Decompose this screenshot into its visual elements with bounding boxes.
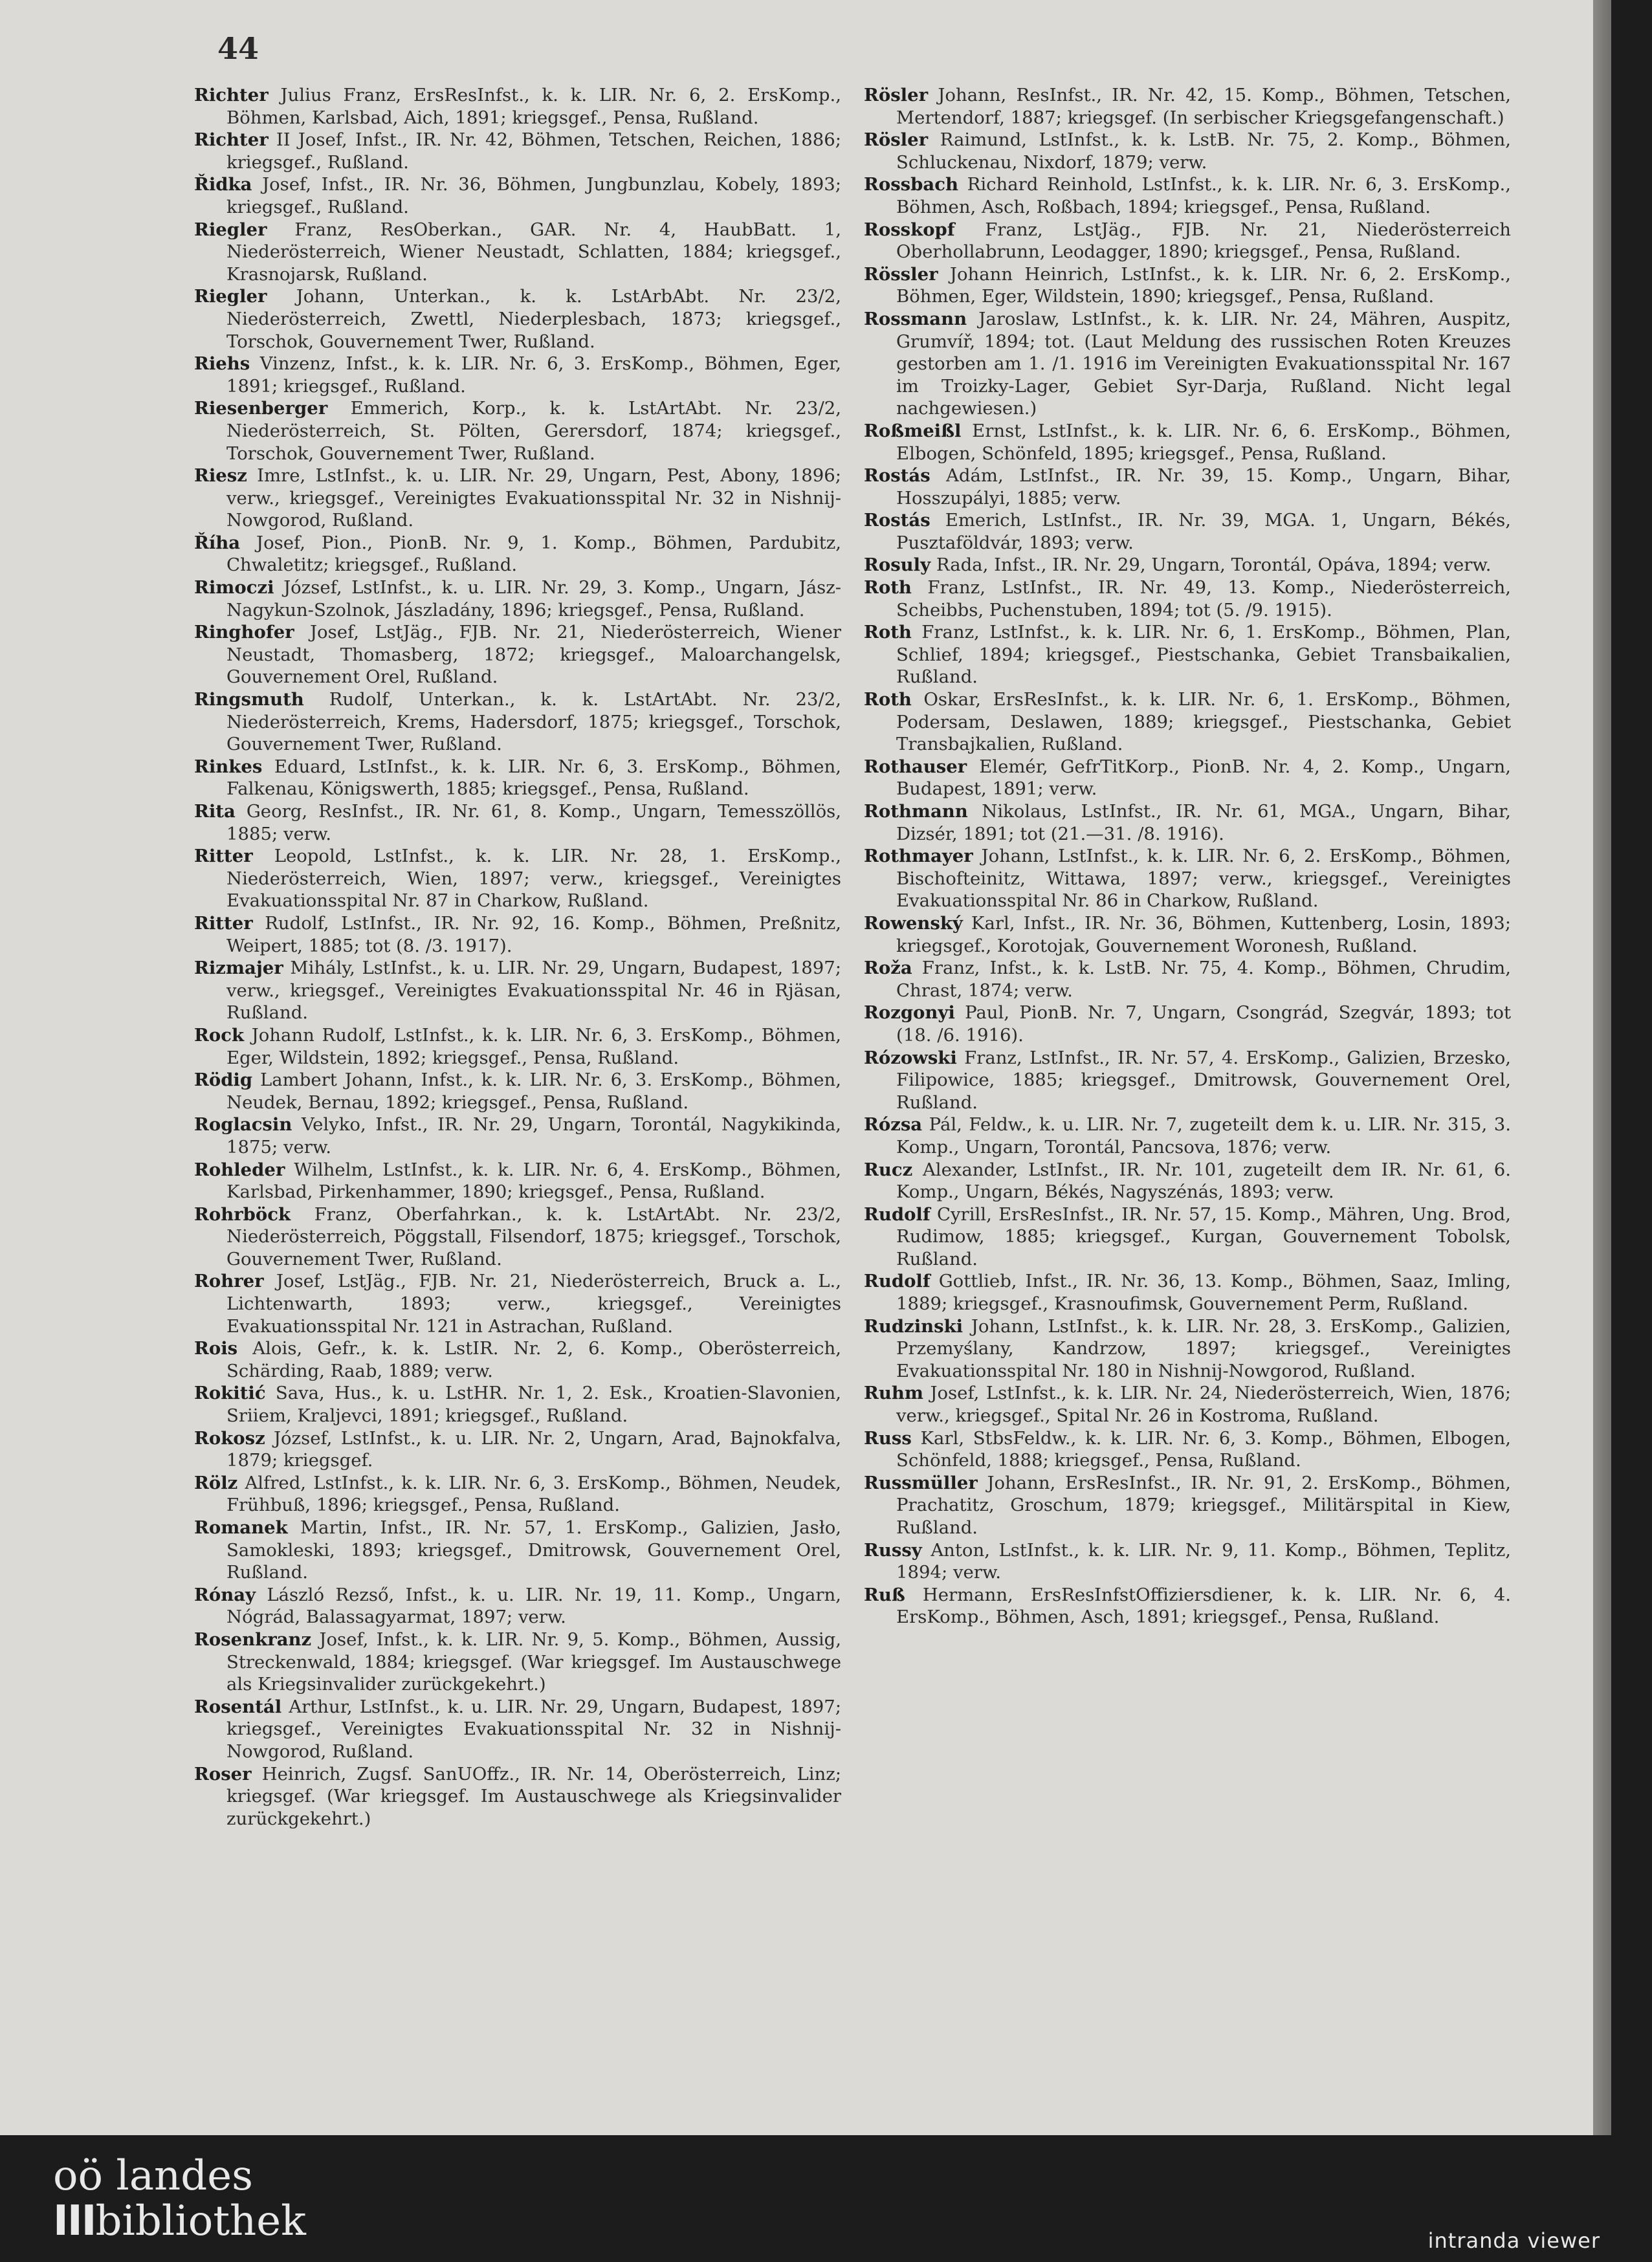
- register-entry: [864, 1270, 1511, 1315]
- register-entry: [864, 1114, 1511, 1158]
- entry-details: Josef, LstInfst., k. k. LIR. Nr. 24, Niederösterreich, Wien, 1876; verw., kriegsgef., Spital Nr. 26 in Kostroma, Rußland.: [896, 1383, 1511, 1427]
- entry-details: Franz, LstInfst., IR. Nr. 49, 13. Komp., Niederösterreich, Scheibbs, Puchenstuben, 1894; tot (5. /9. 1915).: [896, 577, 1511, 620]
- entry-surname: Roser: [194, 1763, 252, 1784]
- register-entry: [864, 1315, 1511, 1383]
- entry-surname: Rostás: [864, 510, 931, 531]
- register-entry: [194, 397, 841, 465]
- entry-details: Cyrill, ErsResInfst., IR. Nr. 57, 15. Komp., Mähren, Ung. Brod, Rudimow, 1885; kriegsgef., Kurgan, Gouvernement Tobolsk, Rußland.: [896, 1203, 1511, 1269]
- register-entry: [194, 957, 841, 1024]
- entry-surname: Rohleder: [194, 1159, 285, 1180]
- entry-surname: Rois: [194, 1338, 238, 1359]
- entry-surname: Rosuly: [864, 555, 931, 576]
- register-entry: [864, 1584, 1511, 1629]
- entry-surname: Rosentál: [194, 1696, 282, 1717]
- entry-surname: Rokosz: [194, 1427, 265, 1449]
- entry-details: Jaroslaw, LstInfst., k. k. LIR. Nr. 24, Mähren, Auspitz, Grumvíř, 1894; tot. (Laut Meldung des russischen Roten Kreuzes gestorben am 1. /1. 1916 im Vereinigten Evakuationsspital Nr. 167 im Troizky-Lager, Gebiet Syr-Darja, Rußland. Nicht legal nachgewiesen.): [896, 308, 1511, 419]
- entry-details: Imre, LstInfst., k. u. LIR. Nr. 29, Ungarn, Pest, Abony, 1896; verw., kriegsgef., Vereinigtes Evakuationsspital Nr. 32 in Nishnij-Nowgorod, Rußland.: [226, 465, 841, 531]
- entry-surname: Ruhm: [864, 1383, 923, 1404]
- entry-surname: Rohrböck: [194, 1203, 291, 1225]
- register-entry: [864, 845, 1511, 912]
- register-entry: [194, 1270, 841, 1337]
- register-entry: [194, 1069, 841, 1114]
- entry-surname: Riesenberger: [194, 398, 328, 419]
- register-entry: [194, 688, 841, 756]
- entry-details: Julius Franz, ErsResInfst., k. k. LIR. Nr. 6, 2. ErsKomp., Böhmen, Karlsbad, Aich, 1891; kriegsgef., Pensa, Rußland.: [226, 85, 841, 128]
- register-entry: [194, 532, 841, 576]
- entry-details: Emmerich, Korp., k. k. LstArtAbt. Nr. 23/2, Niederösterreich, St. Pölten, Gerersdorf, 1874; kriegsgef., Torschok, Gouvernement Twer, Rußland.: [226, 398, 841, 464]
- register-entry: [194, 1629, 841, 1696]
- register-entry: [194, 1472, 841, 1517]
- entry-surname: Roth: [864, 689, 912, 710]
- entry-details: Franz, Infst., k. k. LstB. Nr. 75, 4. Komp., Böhmen, Chrudim, Chrast, 1874; verw.: [896, 958, 1511, 1001]
- register-entry: [864, 420, 1511, 465]
- register-entry: [864, 509, 1511, 554]
- register-entry: [194, 1517, 841, 1584]
- entry-details: Paul, PionB. Nr. 7, Ungarn, Csongrád, Szegvár, 1893; tot (18. /6. 1916).: [896, 1002, 1511, 1046]
- entry-surname: Rózowski: [864, 1047, 957, 1068]
- register-entry: [194, 353, 841, 397]
- entry-surname: Rudolf: [864, 1271, 931, 1292]
- entry-details: Hermann, ErsResInfstOffiziersdiener, k. k. LIR. Nr. 6, 4. ErsKomp., Böhmen, Asch, 1891; kriegsgef., Pensa, Rußland.: [896, 1584, 1511, 1628]
- entry-details: Franz, LstJäg., FJB. Nr. 21, Niederösterreich Oberhollabrunn, Leodagger, 1890; kriegsgef., Pensa, Rußland.: [896, 219, 1511, 263]
- register-entry: [194, 800, 841, 845]
- entry-details: László Rezső, Infst., k. u. LIR. Nr. 19, 11. Komp., Ungarn, Nógrád, Balassagyarmat, 1897; verw.: [226, 1584, 841, 1628]
- register-entry: [194, 129, 841, 173]
- entry-details: Franz, ResOberkan., GAR. Nr. 4, HaubBatt. 1, Niederösterreich, Wiener Neustadt, Schlatten, 1884; kriegsgef., Krasnojarsk, Rußland.: [226, 219, 841, 285]
- entry-details: Sava, Hus., k. u. LstHR. Nr. 1, 2. Esk., Kroatien-Slavonien, Sriiem, Kraljevci, 1891; kriegsgef., Rußland.: [226, 1383, 841, 1427]
- entry-surname: Rossbach: [864, 174, 958, 195]
- entry-surname: Rita: [194, 801, 236, 822]
- entry-details: Johann, ErsResInfst., IR. Nr. 91, 2. ErsKomp., Böhmen, Prachatitz, Groschum, 1879; kriegsgef., Militärspital in Kiew, Rußland.: [896, 1472, 1511, 1538]
- entry-details: Johann, ResInfst., IR. Nr. 42, 15. Komp., Böhmen, Tetschen, Mertendorf, 1887; kriegsgef. (In serbischer Kriegsgefangenschaft.): [896, 85, 1511, 128]
- register-entry: [864, 1002, 1511, 1046]
- register-entry: [864, 957, 1511, 1002]
- register-entry: [864, 756, 1511, 800]
- register-entry: [864, 621, 1511, 688]
- logo-line-1: oö landes: [53, 2152, 253, 2200]
- entry-surname: Rinkes: [194, 756, 263, 777]
- entry-details: Anton, LstInfst., k. k. LIR. Nr. 9, 11. Komp., Böhmen, Teplitz, 1894; verw.: [896, 1539, 1511, 1583]
- register-entry: [194, 912, 841, 957]
- register-entry: [194, 1382, 841, 1427]
- entry-details: Josef, Infst., k. k. LIR. Nr. 9, 5. Komp., Böhmen, Aussig, Streckenwald, 1884; kriegsgef. (War kriegsgef. Im Austauschwege als Kriegsinvalider zurückgekehrt.): [226, 1629, 841, 1695]
- register-entry: [194, 1159, 841, 1203]
- entry-surname: Řidka: [194, 174, 252, 195]
- entry-details: Alfred, LstInfst., k. k. LIR. Nr. 6, 3. ErsKomp., Böhmen, Neudek, Frühbuß, 1896; kriegsgef., Pensa, Rußland.: [226, 1472, 841, 1516]
- entry-details: Richard Reinhold, LstInfst., k. k. LIR. Nr. 6, 3. ErsKomp., Böhmen, Asch, Roßbach, 1894; kriegsgef., Pensa, Rußland.: [896, 174, 1511, 217]
- register-entry: [864, 308, 1511, 420]
- register-entry: [864, 1472, 1511, 1539]
- entry-details: József, LstInfst., k. u. LIR. Nr. 29, 3. Komp., Ungarn, Jász-Nagykun-Szolnok, Jászladány, 1896; kriegsgef., Pensa, Rußland.: [226, 577, 841, 620]
- entry-surname: Rowenský: [864, 912, 963, 934]
- entry-details: Johann, LstInfst., k. k. LIR. Nr. 6, 2. ErsKomp., Böhmen, Bischofteinitz, Wittawa, 1897; verw., kriegsgef., Vereinigtes Evakuationsspital Nr. 86 in Charkow, Rußland.: [896, 846, 1511, 912]
- entry-details: Adám, LstInfst., IR. Nr. 39, 15. Komp., Ungarn, Bihar, Hosszupályi, 1885; verw.: [896, 465, 1511, 509]
- entry-surname: Rölz: [194, 1472, 238, 1493]
- register-entry: [194, 1763, 841, 1830]
- register-entry: [194, 845, 841, 912]
- entry-details: Georg, ResInfst., IR. Nr. 61, 8. Komp., Ungarn, Temesszöllös, 1885; verw.: [226, 801, 841, 844]
- entry-details: Rudolf, LstInfst., IR. Nr. 92, 16. Komp., Böhmen, Preßnitz, Weipert, 1885; tot (8. /3. 1917).: [226, 912, 841, 956]
- entry-details: Johann Rudolf, LstInfst., k. k. LIR. Nr. 6, 3. ErsKomp., Böhmen, Eger, Wildstein, 1892; kriegsgef., Pensa, Rußland.: [226, 1024, 841, 1068]
- register-entry: [194, 219, 841, 286]
- logo-line-2: bibliothek: [95, 2197, 306, 2245]
- entry-surname: Rostás: [864, 465, 931, 487]
- entry-surname: Rösler: [864, 129, 929, 151]
- register-entry: [864, 1047, 1511, 1114]
- entry-details: Franz, Oberfahrkan., k. k. LstArtAbt. Nr. 23/2, Niederösterreich, Pöggstall, Filsendorf, 1875; kriegsgef., Torschok, Gouvernement Twer, Rußland.: [226, 1203, 841, 1269]
- register-entry: [864, 129, 1511, 173]
- entry-details: Alexander, LstInfst., IR. Nr. 101, zugeteilt dem IR. Nr. 61, 6. Komp., Ungarn, Békés, Nagyszénás, 1893; verw.: [896, 1159, 1511, 1203]
- entry-surname: Roža: [864, 958, 912, 979]
- entry-details: Karl, StbsFeldw., k. k. LIR. Nr. 6, 3. Komp., Böhmen, Elbogen, Schönfeld, 1888; kriegsgef., Pensa, Rußland.: [896, 1427, 1511, 1471]
- entry-surname: Ritter: [194, 846, 253, 867]
- entry-details: Johann, Unterkan., k. k. LstArbAbt. Nr. 23/2, Niederösterreich, Zwettl, Niederplesbach, 1873; kriegsgef., Torschok, Gouvernement Twer, Rußland.: [226, 286, 841, 352]
- entry-details: Oskar, ErsResInfst., k. k. LIR. Nr. 6, 1. ErsKomp., Böhmen, Podersam, Deslawen, 1889; kriegsgef., Piestschanka, Gebiet Transbajkalien, Rußland.: [896, 689, 1511, 755]
- entry-surname: Rock: [194, 1024, 244, 1046]
- entry-details: Johann, LstInfst., k. k. LIR. Nr. 28, 3. ErsKomp., Galizien, Przemyślany, Kandrzow, 1897; kriegsgef., Vereinigtes Evakuationsspital Nr. 180 in Nishnij-Nowgorod, Rußland.: [896, 1315, 1511, 1381]
- left-column: [194, 84, 841, 1830]
- page-edge-shadow: [1593, 0, 1611, 2135]
- entry-surname: Rödig: [194, 1070, 253, 1091]
- entry-details: Nikolaus, LstInfst., IR. Nr. 61, MGA., Ungarn, Bihar, Dizsér, 1891; tot (21.—31. /8. 1916).: [896, 801, 1511, 844]
- entry-surname: Rizmajer: [194, 958, 283, 979]
- register-entry: [864, 173, 1511, 218]
- library-logo[interactable]: [53, 2153, 306, 2244]
- entry-surname: Rosenkranz: [194, 1629, 312, 1650]
- right-column: [864, 84, 1511, 1629]
- entry-details: Gottlieb, Infst., IR. Nr. 36, 13. Komp., Böhmen, Saaz, Imling, 1889; kriegsgef., Krasnoufimsk, Gouvernement Perm, Rußland.: [896, 1271, 1511, 1315]
- entry-details: Martin, Infst., IR. Nr. 57, 1. ErsKomp., Galizien, Jasło, Samokleski, 1893; kriegsgef., Dmitrowsk, Gouvernement Orel, Rußland.: [226, 1517, 841, 1583]
- register-entry: [194, 621, 841, 688]
- entry-surname: Riesz: [194, 465, 247, 487]
- entry-details: Josef, LstJäg., FJB. Nr. 21, Niederösterreich, Bruck a. L., Lichtenwarth, 1893; verw., kriegsgef., Vereinigtes Evakuationsspital Nr. 121 in Astrachan, Rußland.: [226, 1271, 841, 1337]
- register-entry: [864, 465, 1511, 509]
- entry-details: Arthur, LstInfst., k. u. LIR. Nr. 29, Ungarn, Budapest, 1897; kriegsgef., Vereinigtes Evakuationsspital Nr. 32 in Nishnij-Nowgorod, Rußland.: [226, 1696, 841, 1762]
- entry-surname: Ruß: [864, 1584, 905, 1605]
- entry-surname: Rimoczi: [194, 577, 274, 598]
- register-entry: [864, 84, 1511, 129]
- entry-details: Franz, LstInfst., IR. Nr. 57, 4. ErsKomp., Galizien, Brzesko, Filipowice, 1885; kriegsgef., Dmitrowsk, Gouvernement Orel, Rußland.: [896, 1047, 1511, 1113]
- register-entry: [864, 576, 1511, 621]
- entry-surname: Roßmeißl: [864, 420, 962, 441]
- register-entry: [864, 688, 1511, 756]
- entry-surname: Richter: [194, 129, 269, 151]
- entry-surname: Rónay: [194, 1584, 256, 1605]
- register-entry: [864, 1539, 1511, 1584]
- entry-details: Josef, Pion., PionB. Nr. 9, 1. Komp., Böhmen, Pardubitz, Chwaletitz; kriegsgef., Rußland.: [226, 532, 841, 576]
- entry-surname: Rothauser: [864, 756, 967, 777]
- entry-details: Velyko, Infst., IR. Nr. 29, Ungarn, Torontál, Nagykikinda, 1875; verw.: [226, 1114, 841, 1158]
- entry-surname: Roth: [864, 577, 912, 598]
- entry-details: Josef, Infst., IR. Nr. 36, Böhmen, Jungbunzlau, Kobely, 1893; kriegsgef., Rußland.: [226, 174, 841, 217]
- entry-surname: Rosskopf: [864, 219, 955, 240]
- entry-surname: Rudzinski: [864, 1315, 964, 1337]
- entry-surname: Rösler: [864, 85, 929, 105]
- entry-details: Emerich, LstInfst., IR. Nr. 39, MGA. 1, Ungarn, Békés, Pusztaföldvár, 1893; verw.: [896, 510, 1511, 553]
- entry-surname: Richter: [194, 85, 269, 105]
- register-entry: [194, 84, 841, 129]
- register-entry: [864, 1427, 1511, 1472]
- entry-surname: Riegler: [194, 286, 267, 307]
- register-entry: [194, 756, 841, 800]
- register-entry: [864, 1203, 1511, 1271]
- register-entry: [194, 1024, 841, 1069]
- entry-details: Pál, Feldw., k. u. LIR. Nr. 7, zugeteilt dem k. u. LIR. Nr. 315, 3. Komp., Ungarn, Torontál, Pancsova, 1876; verw.: [896, 1114, 1511, 1158]
- entry-surname: Russy: [864, 1539, 922, 1561]
- register-entry: [194, 1584, 841, 1629]
- entry-details: Johann Heinrich, LstInfst., k. k. LIR. Nr. 6, 2. ErsKomp., Böhmen, Eger, Wildstein, 1890; kriegsgef., Pensa, Rußland.: [896, 263, 1511, 307]
- entry-surname: Rokitić: [194, 1383, 266, 1404]
- entry-surname: Roglacsin: [194, 1114, 292, 1136]
- viewer-label: intranda viewer: [1427, 2228, 1600, 2253]
- entry-details: Wilhelm, LstInfst., k. k. LIR. Nr. 6, 4. ErsKomp., Böhmen, Karlsbad, Pirkenhammer, 1890; kriegsgef., Pensa, Rußland.: [226, 1159, 841, 1203]
- register-entry: [194, 465, 841, 532]
- entry-surname: Roth: [864, 622, 912, 643]
- entry-details: Mihály, LstInfst., k. u. LIR. Nr. 29, Ungarn, Budapest, 1897; verw., kriegsgef., Vereinigtes Evakuationsspital Nr. 46 in Rjäsan, Rußland.: [226, 958, 841, 1024]
- entry-surname: Rohrer: [194, 1271, 264, 1292]
- entry-surname: Ringhofer: [194, 622, 294, 643]
- entry-details: Rudolf, Unterkan., k. k. LstArtAbt. Nr. 23/2, Niederösterreich, Krems, Hadersdorf, 1875; kriegsgef., Torschok, Gouvernement Twer, Rußland.: [226, 689, 841, 755]
- register-entry: [864, 1159, 1511, 1203]
- entry-details: Josef, LstJäg., FJB. Nr. 21, Niederösterreich, Wiener Neustadt, Thomasberg, 1872; kriegsgef., Maloarchangelsk, Gouvernement Orel, Rußland.: [226, 622, 841, 688]
- entry-details: Rada, Infst., IR. Nr. 29, Ungarn, Torontál, Opáva, 1894; verw.: [931, 555, 1492, 576]
- entry-details: II Josef, Infst., IR. Nr. 42, Böhmen, Tetschen, Reichen, 1886; kriegsgef., Rußland.: [226, 129, 841, 173]
- entry-surname: Russ: [864, 1427, 912, 1449]
- register-entry: [864, 554, 1511, 576]
- entry-surname: Rothmayer: [864, 846, 973, 867]
- register-entry: [194, 576, 841, 621]
- entry-surname: Říha: [194, 532, 241, 553]
- entry-surname: Rozgonyi: [864, 1002, 955, 1024]
- entry-surname: Rózsa: [864, 1114, 923, 1136]
- register-entry: [864, 912, 1511, 957]
- entry-details: Ernst, LstInfst., k. k. LIR. Nr. 6, 6. ErsKomp., Böhmen, Elbogen, Schönfeld, 1895; kriegsgef., Pensa, Rußland.: [896, 420, 1511, 464]
- entry-surname: Romanek: [194, 1517, 288, 1538]
- entry-details: Raimund, LstInfst., k. k. LstB. Nr. 75, 2. Komp., Böhmen, Schluckenau, Nixdorf, 1879; verw.: [896, 129, 1511, 173]
- register-entry: [864, 219, 1511, 263]
- entry-details: Vinzenz, Infst., k. k. LIR. Nr. 6, 3. ErsKomp., Böhmen, Eger, 1891; kriegsgef., Rußland.: [226, 353, 841, 397]
- register-entry: [194, 1203, 841, 1271]
- entry-details: Karl, Infst., IR. Nr. 36, Böhmen, Kuttenberg, Losin, 1893; kriegsgef., Korotojak, Gouvernement Woronesh, Rußland.: [896, 912, 1511, 956]
- entry-surname: Rossmann: [864, 308, 967, 329]
- entry-surname: Rucz: [864, 1159, 913, 1180]
- register-entry: [194, 1114, 841, 1158]
- entry-details: Elemér, GefrTitKorp., PionB. Nr. 4, 2. Komp., Ungarn, Budapest, 1891; verw.: [896, 756, 1511, 800]
- logo-bars-icon: III: [53, 2197, 96, 2245]
- entry-details: Franz, LstInfst., k. k. LIR. Nr. 6, 1. ErsKomp., Böhmen, Plan, Schlief, 1894; kriegsgef., Piestschanka, Gebiet Transbaikalien, Rußland.: [896, 622, 1511, 688]
- entry-details: Eduard, LstInfst., k. k. LIR. Nr. 6, 3. ErsKomp., Böhmen, Falkenau, Königswerth, 1885; kriegsgef., Pensa, Rußland.: [226, 756, 841, 800]
- entry-surname: Russmüller: [864, 1472, 978, 1493]
- register-entry: [194, 285, 841, 353]
- page-number: 44: [217, 31, 259, 66]
- entry-surname: Ritter: [194, 912, 253, 934]
- register-entry: [864, 800, 1511, 845]
- entry-details: Heinrich, Zugsf. SanUOffz., IR. Nr. 14, Oberösterreich, Linz; kriegsgef. (War kriegsgef. Im Austauschwege als Kriegsinvalider zurückgekehrt.): [226, 1763, 841, 1829]
- register-entry: [194, 1427, 841, 1472]
- entry-details: József, LstInfst., k. u. LIR. Nr. 2, Ungarn, Arad, Bajnokfalva, 1879; kriegsgef.: [226, 1427, 841, 1471]
- entry-surname: Ringsmuth: [194, 689, 304, 710]
- entry-surname: Rothmann: [864, 801, 968, 822]
- register-entry: [194, 173, 841, 218]
- entry-surname: Riegler: [194, 219, 267, 240]
- register-entry: [864, 1382, 1511, 1427]
- register-entry: [194, 1337, 841, 1382]
- entry-surname: Riehs: [194, 353, 250, 375]
- entry-details: Leopold, LstInfst., k. k. LIR. Nr. 28, 1. ErsKomp., Niederösterreich, Wien, 1897; verw., kriegsgef., Vereinigtes Evakuationsspital Nr. 87 in Charkow, Rußland.: [226, 846, 841, 912]
- register-entry: [864, 263, 1511, 308]
- entry-surname: Rössler: [864, 263, 938, 285]
- register-entry: [194, 1696, 841, 1763]
- entry-details: Alois, Gefr., k. k. LstIR. Nr. 2, 6. Komp., Oberösterreich, Schärding, Raab, 1889; verw.: [226, 1338, 841, 1381]
- entry-details: Lambert Johann, Infst., k. k. LIR. Nr. 6, 3. ErsKomp., Böhmen, Neudek, Bernau, 1892; kriegsgef., Pensa, Rußland.: [226, 1070, 841, 1113]
- entry-surname: Rudolf: [864, 1203, 931, 1225]
